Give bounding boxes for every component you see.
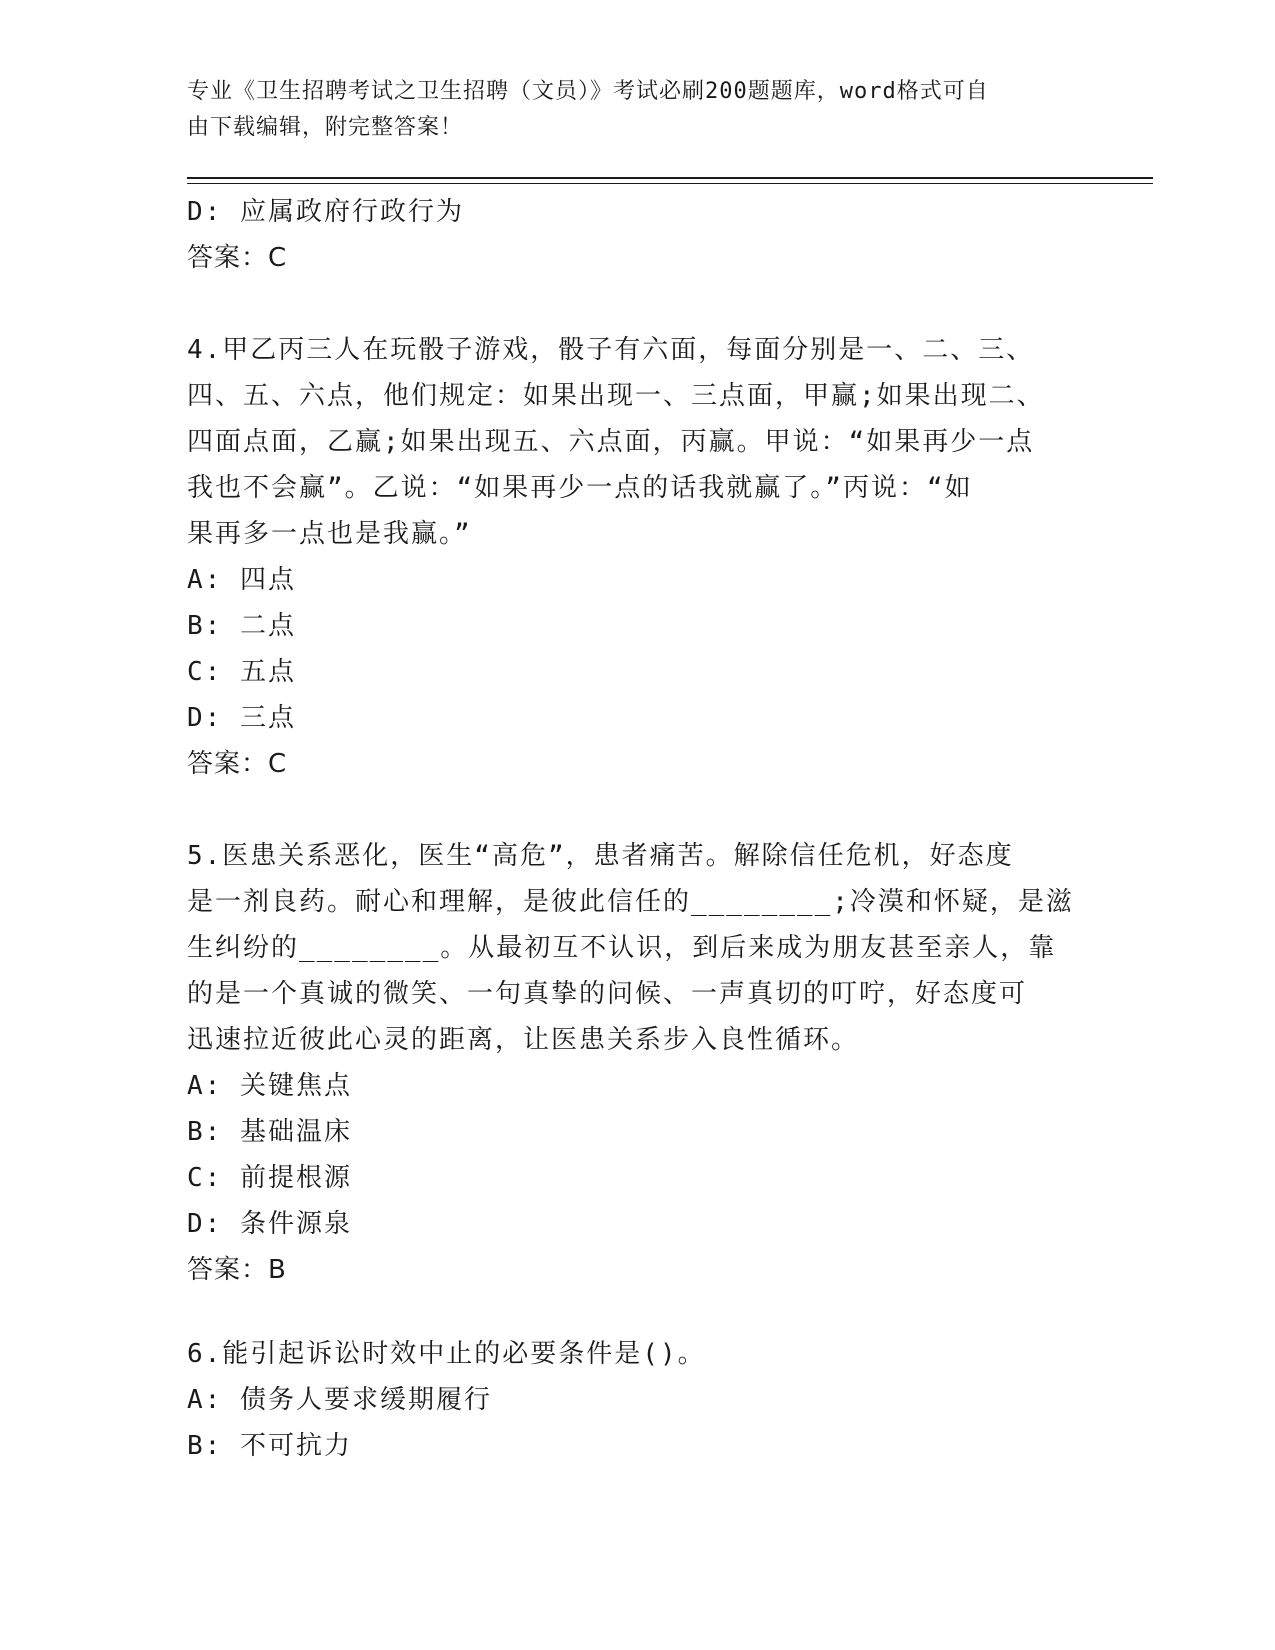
- question-stem-line: 4.甲乙丙三人在玩骰子游戏，骰子有六面，每面分别是一、二、三、: [187, 335, 1035, 365]
- option-c: C: 五点: [187, 657, 296, 687]
- answer: 答案：C: [187, 749, 288, 779]
- option-d: D: 应属政府行政行为: [187, 197, 464, 227]
- question-stem-line: 6.能引起诉讼时效中止的必要条件是()。: [187, 1339, 706, 1369]
- option-d: D: 三点: [187, 703, 296, 733]
- option-b: B: 不可抗力: [187, 1431, 352, 1461]
- question-stem-line: 迅速拉近彼此心灵的距离，让医患关系步入良性循环。: [187, 1025, 860, 1055]
- question-stem-line: 生纠纷的________。从最初互不认识，到后来成为朋友甚至亲人，靠: [187, 933, 1057, 963]
- option-b: B: 二点: [187, 611, 296, 641]
- question-6: [187, 1331, 1087, 1469]
- question-5: [187, 833, 1087, 1293]
- answer: 答案：B: [187, 1255, 287, 1285]
- header-rule-thick: [187, 177, 1153, 179]
- question-stem-line: 我也不会赢”。乙说：“如果再少一点的话我就赢了。”丙说：“如: [187, 473, 973, 503]
- option-a: A: 四点: [187, 565, 296, 595]
- question-4: [187, 327, 1087, 787]
- question-stem-line: 是一剂良药。耐心和理解，是彼此信任的________;冷漠和怀疑，是滋: [187, 887, 1074, 917]
- question-content: [187, 189, 1087, 1469]
- header-rule-thin: [187, 183, 1153, 184]
- question-stem-line: 果再多一点也是我赢。”: [187, 519, 472, 549]
- question-3-tail: [187, 189, 1087, 281]
- page-header: [187, 74, 1067, 146]
- option-c: C: 前提根源: [187, 1163, 352, 1193]
- header-line-1: 专业《卫生招聘考试之卫生招聘（文员）》考试必刷200题题库，word格式可自: [187, 79, 989, 104]
- question-stem-line: 四、五、六点，他们规定：如果出现一、三点面，甲赢;如果出现二、: [187, 381, 1045, 411]
- header-line-2: 由下载编辑，附完整答案！: [187, 115, 464, 140]
- option-b: B: 基础温床: [187, 1117, 352, 1147]
- question-stem-line: 5.医患关系恶化，医生“高危”，患者痛苦。解除信任危机，好态度: [187, 841, 1014, 871]
- answer: 答案：C: [187, 243, 288, 273]
- option-a: A: 关键焦点: [187, 1071, 352, 1101]
- option-a: A: 债务人要求缓期履行: [187, 1385, 492, 1415]
- question-stem-line: 四面点面，乙赢;如果出现五、六点面，丙赢。甲说：“如果再少一点: [187, 427, 1035, 457]
- option-d: D: 条件源泉: [187, 1209, 352, 1239]
- question-stem-line: 的是一个真诚的微笑、一句真挚的问候、一声真切的叮咛，好态度可: [187, 979, 1028, 1009]
